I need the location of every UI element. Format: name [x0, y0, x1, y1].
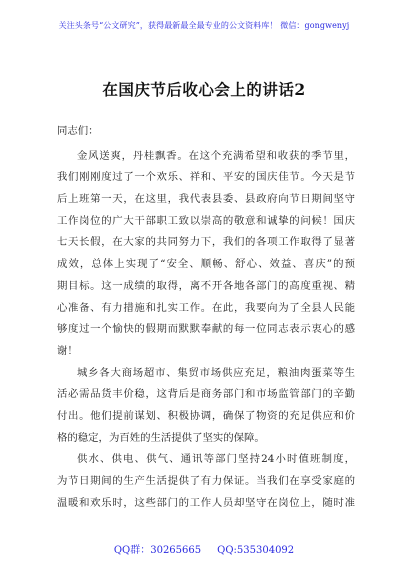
paragraph-line: 城乡各大商场超市、集贸市场供应充足，粮油肉蛋菜等生	[77, 366, 355, 379]
qq-group-label: QQ群：30265665	[113, 545, 202, 556]
paragraph-line: 付出。他们提前谋划、积极协调，确保了物资的充足供应和价	[57, 409, 355, 422]
paragraph-line: 够度过一个愉快的假期而默默奉献的每一位同志表示衷心的感	[57, 323, 355, 336]
paragraph-line: 我们刚刚度过了一个欢乐、祥和、平安的国庆佳节。今天是节	[57, 171, 355, 184]
paragraph-line: 后上班第一天，在这里，我代表县委、县政府向节日期间坚守	[57, 193, 355, 206]
qq-label: QQ:535304092	[217, 545, 295, 556]
paragraph-line: 金风送爽，丹桂飘香。在这个充满希望和收获的季节里，	[77, 149, 355, 162]
paragraph-line: 格的稳定，为百姓的生活提供了坚实的保障。	[57, 431, 265, 444]
paragraph-line: 工作岗位的广大干部职工致以崇高的敬意和诚挚的问候！国庆	[57, 214, 355, 227]
paragraph-line: 七天长假，在大家的共同努力下，我们的各项工作取得了显著	[57, 236, 355, 249]
greeting: 同志们：	[57, 125, 99, 137]
paragraph-line: 谢！	[57, 344, 78, 357]
document-title: 在国庆节后收心会上的讲话2	[102, 80, 306, 99]
document-body	[57, 121, 355, 514]
top-banner: 关注头条号“公文研究”，获得最新最全最专业的公文资料库！ 微信：gongwenyj	[58, 21, 350, 30]
paragraph-line: 成效，总体上实现了“安全、顺畅、舒心、效益、喜庆”的预	[57, 258, 355, 271]
page-footer	[0, 541, 408, 556]
paragraph-line: 供水、供电、供气、通讯等部门坚持24小时值班制度，	[77, 453, 355, 466]
paragraph-line: 为节日期间的生产生活提供了有力保证。当我们在享受家庭的	[57, 475, 355, 487]
paragraph-line: 温暖和欢乐时，这些部门的工作人员却坚守在岗位上，随时准	[57, 496, 355, 509]
paragraph-line: 活必需品货丰价稳，这背后是商务部门和市场监管部门的辛勤	[57, 388, 355, 401]
paragraph-line: 心准备、有力措施和扎实工作。在此，我要向为了全县人民能	[57, 301, 355, 314]
paragraph-line: 期目标。这一成绩的取得，离不开各地各部门的高度重视、精	[57, 279, 355, 292]
